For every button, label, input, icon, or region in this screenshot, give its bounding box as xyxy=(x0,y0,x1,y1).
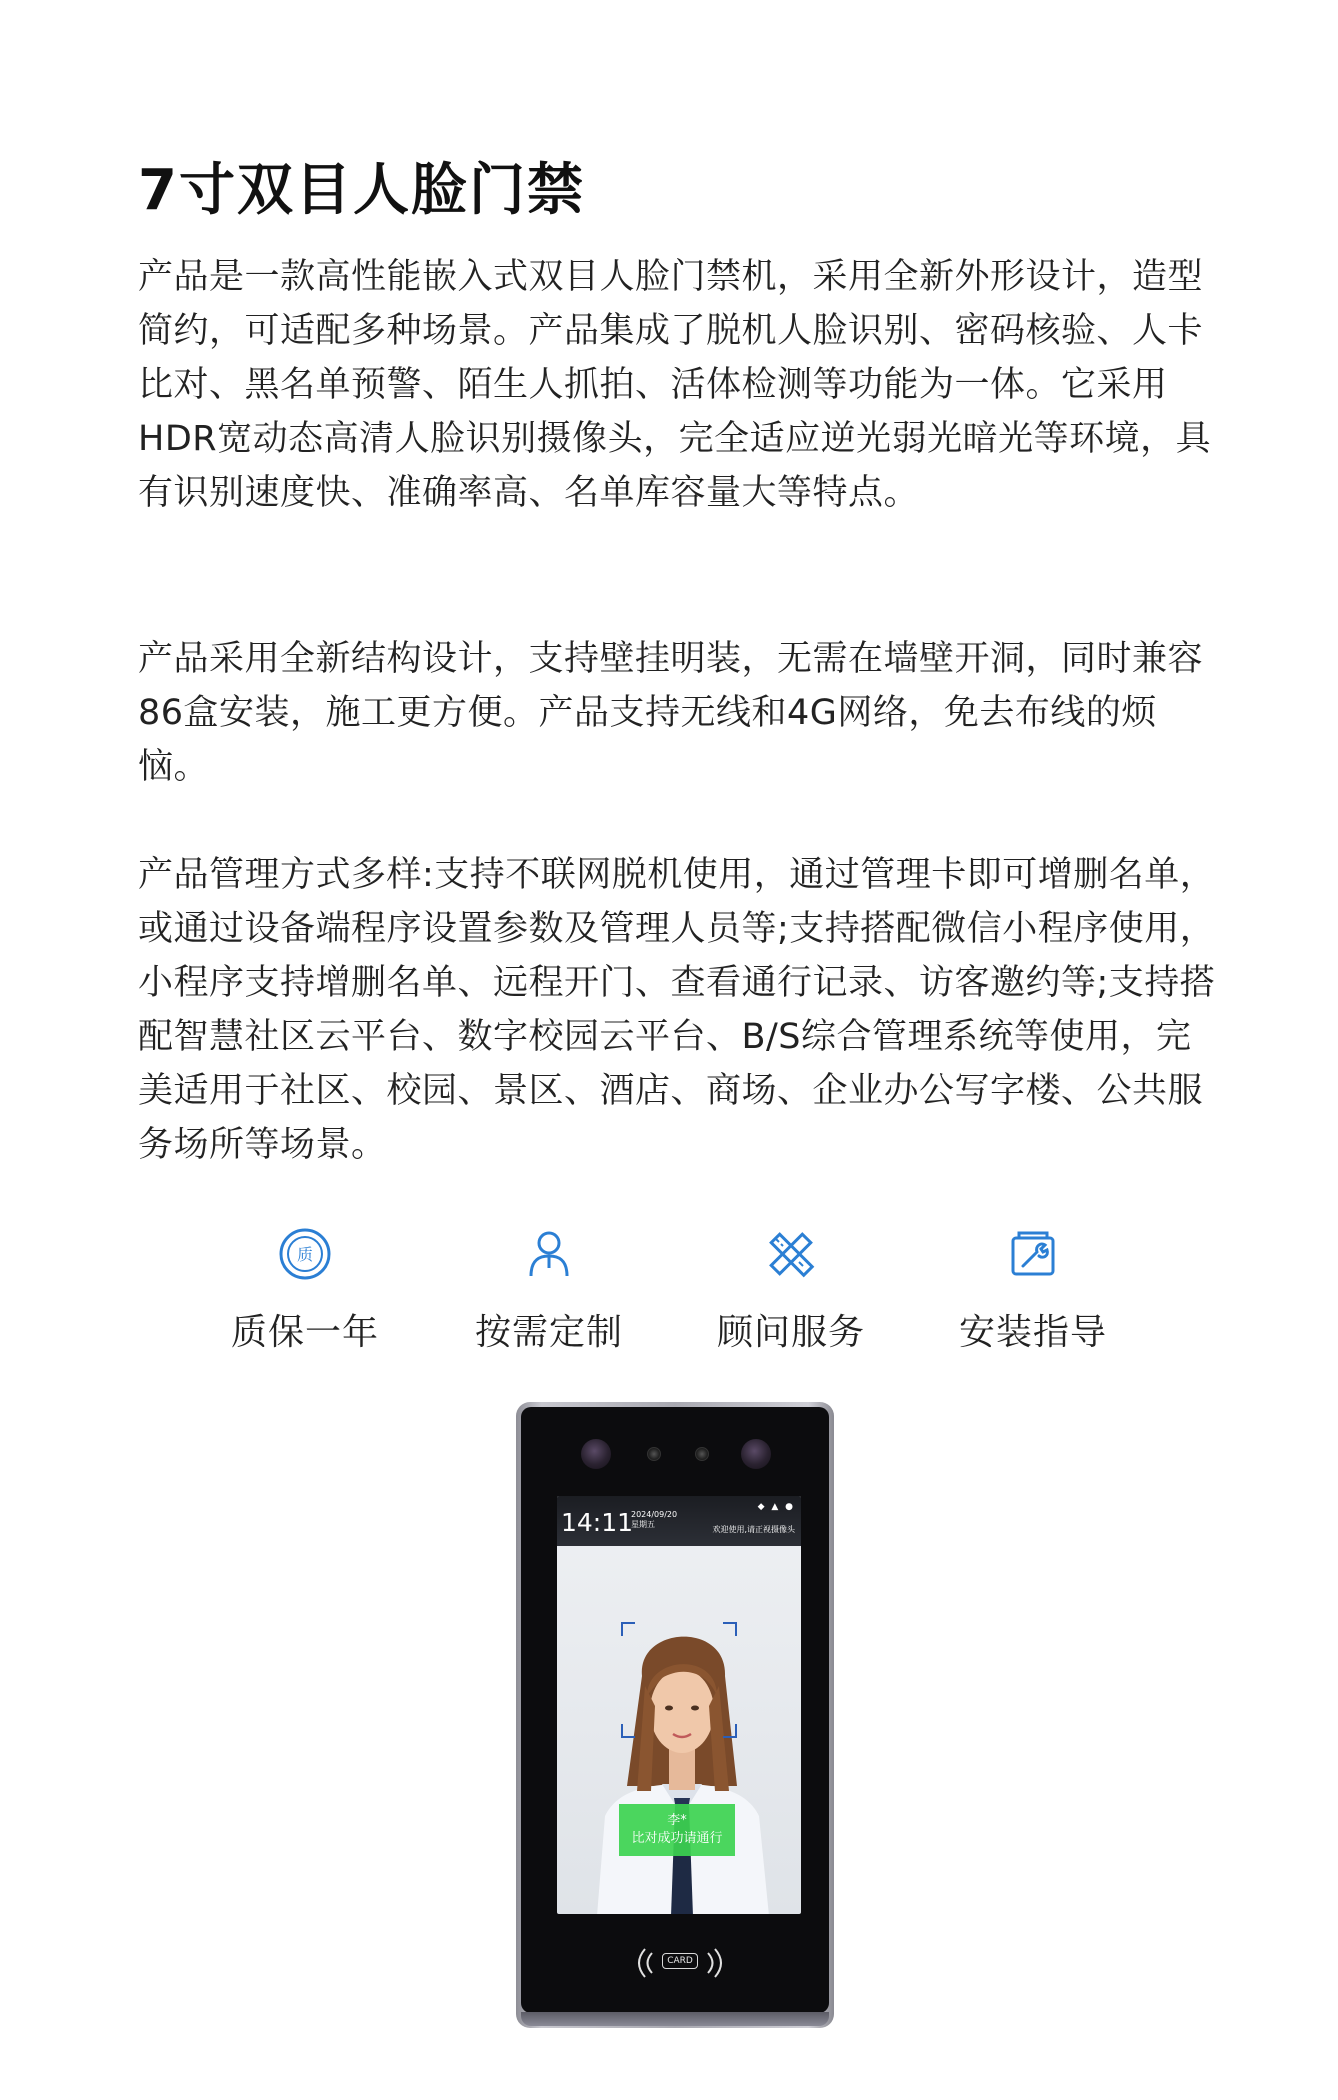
feature-list xyxy=(210,1226,1130,1366)
face-frame-corner xyxy=(621,1622,635,1636)
sensor-right-icon xyxy=(695,1447,709,1461)
screen-date xyxy=(631,1510,677,1530)
user-face-photo xyxy=(587,1616,777,1914)
device-bottom-edge xyxy=(521,2012,829,2026)
feature-warranty xyxy=(210,1226,400,1355)
page-title: 7寸双目人脸门禁 xyxy=(138,158,585,223)
intro-paragraph: 产品是一款高性能嵌入式双目人脸门禁机，采用全新外形设计，造型简约，可适配多种场景。产品集成了脱机人脸识别、密码核验、人卡比对、黑名单预警、陌生人抓拍、活体检测等功能为一体。它采用HDR宽动态高清人脸识别摄像头，完全适应逆光弱光暗光等环境，具有识别速度快、准确率高、名单库容量大等特点。 xyxy=(138,257,1212,513)
screen-date-value: 2024/09/20 xyxy=(631,1510,678,1519)
feature-consulting xyxy=(696,1226,886,1355)
wrench-icon xyxy=(1005,1226,1061,1282)
camera-right-icon xyxy=(741,1439,771,1469)
camera-left-icon xyxy=(581,1439,611,1469)
status-icons: ◆ ▲ ● xyxy=(757,1502,795,1512)
face-frame-corner xyxy=(621,1724,635,1738)
feature-customization xyxy=(454,1226,644,1355)
installation-paragraph: 产品采用全新结构设计，支持壁挂明装，无需在墙壁开洞，同时兼容86盒安装，施工更方便。产品支持无线和4G网络，免去布线的烦恼。 xyxy=(138,639,1204,787)
face-frame-corner xyxy=(723,1724,737,1738)
person-icon xyxy=(521,1226,577,1282)
verify-message: 比对成功请通行 xyxy=(631,1831,723,1846)
sensor-left-icon xyxy=(647,1447,661,1461)
screen-welcome: 欢迎使用,请正视摄像头 xyxy=(712,1525,795,1534)
quality-badge-icon xyxy=(277,1226,333,1282)
verify-success-panel xyxy=(619,1804,735,1856)
feature-label: 按需定制 xyxy=(474,1312,623,1353)
device-face xyxy=(521,1407,829,2013)
nfc-wave-icon xyxy=(625,1943,735,1983)
card-reader-area xyxy=(625,1943,735,1983)
face-recognition-terminal xyxy=(516,1402,834,2028)
pencil-ruler-icon xyxy=(763,1226,819,1282)
feature-label: 顾问服务 xyxy=(716,1312,865,1353)
verify-name: 李* xyxy=(667,1813,687,1828)
face-frame-corner xyxy=(723,1622,737,1636)
feature-label: 安装指导 xyxy=(958,1312,1107,1353)
feature-install-guide xyxy=(938,1226,1128,1355)
device-screen xyxy=(557,1496,801,1914)
management-paragraph: 产品管理方式多样:支持不联网脱机使用，通过管理卡即可增删名单，或通过设备端程序设置参数及管理人员等;支持搭配微信小程序使用，小程序支持增删名单、远程开门、查看通行记录、访客邀约等;支持搭配智慧社区云平台、数字校园云平台、B/S综合管理系统等使用，完美适用于社区、校园、景区、酒店、商场、企业办公写字楼、公共服务场所等场景。 xyxy=(138,855,1216,1165)
quality-badge-text: 质 xyxy=(296,1245,314,1264)
screen-status-bar xyxy=(557,1496,801,1546)
card-label: CARD xyxy=(662,1953,698,1969)
feature-label: 质保一年 xyxy=(230,1312,379,1353)
screen-weekday: 星期五 xyxy=(631,1520,655,1529)
screen-time: 14:11 xyxy=(561,1508,634,1537)
